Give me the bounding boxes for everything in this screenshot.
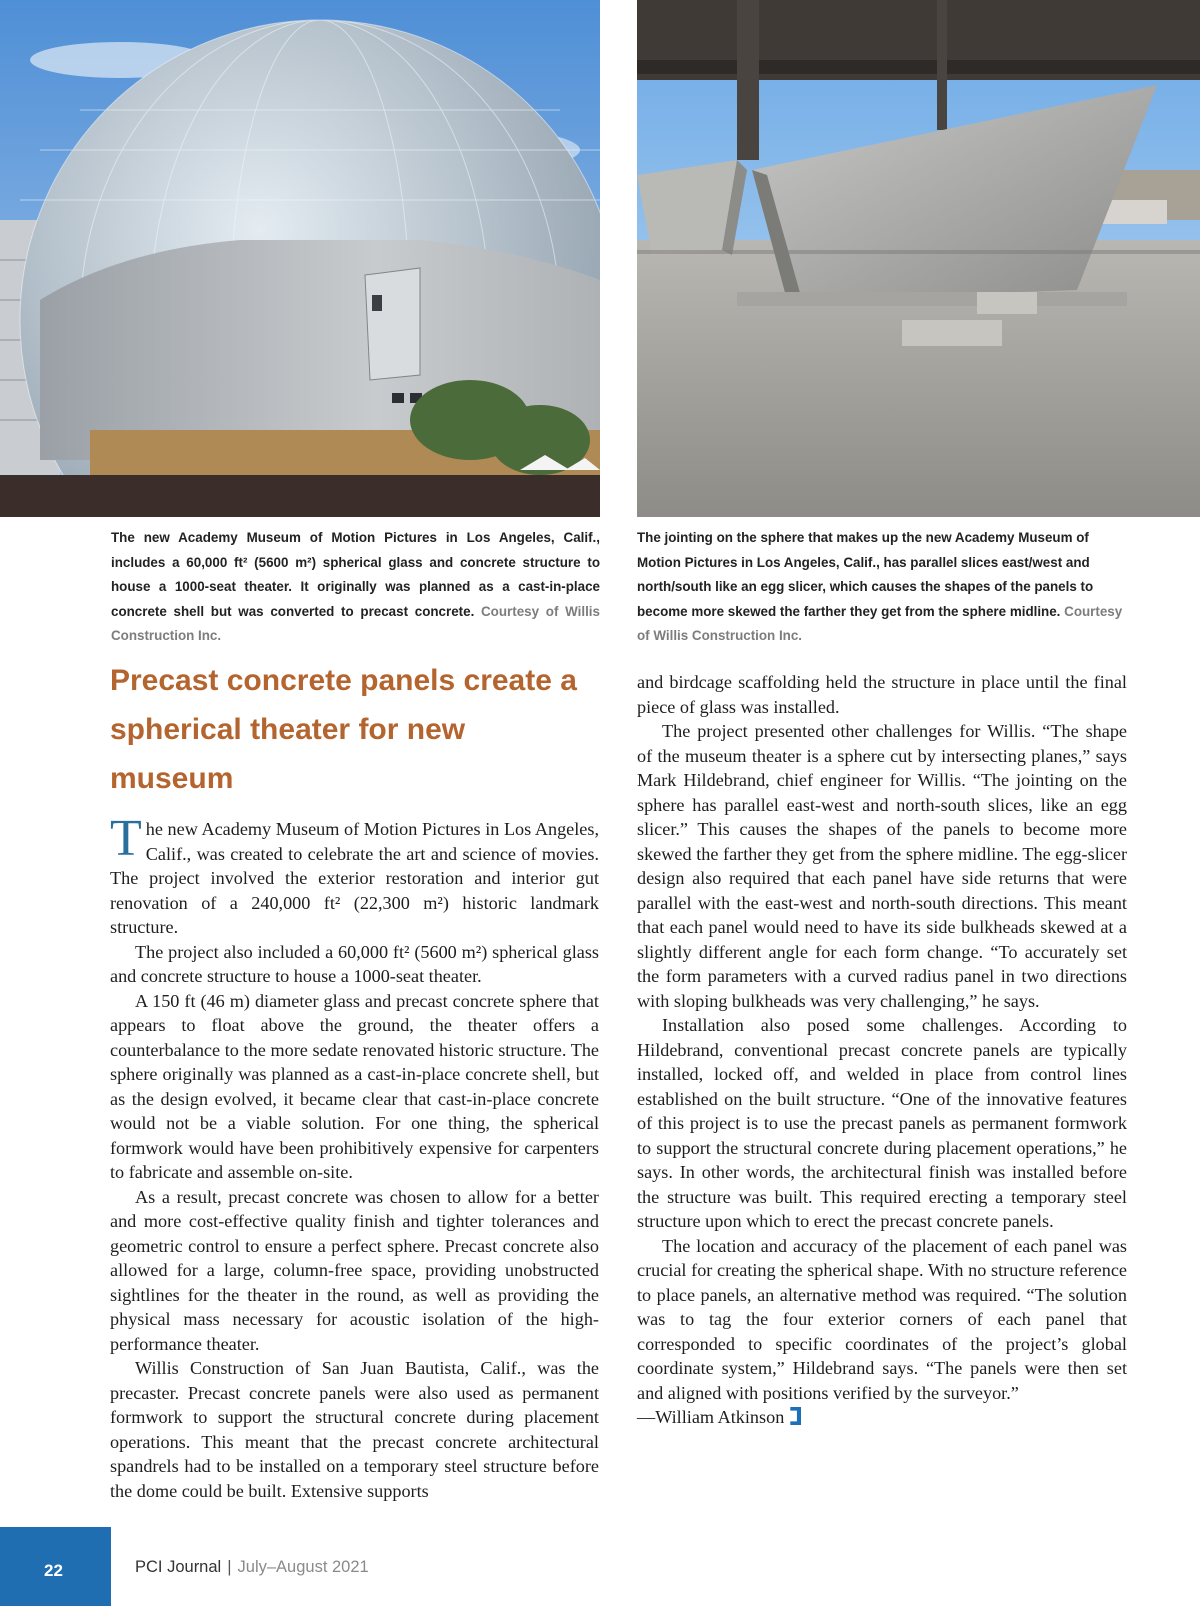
end-of-article-icon (790, 1407, 801, 1425)
byline-text: —William Atkinson (637, 1407, 785, 1427)
caption-right (637, 526, 1127, 649)
first-paragraph-text: he new Academy Museum of Motion Pictures in Los Angeles, Calif., was created to celebrate the art and science of movies. The project involved the exterior restoration and interior gut renovation of a 240,000 ft² (22,300 m²) historic landmark structure. (110, 819, 599, 937)
article-paragraph: and birdcage scaffolding held the structure in place until the final piece of glass was installed. (637, 672, 1127, 717)
issue-date: July–August 2021 (237, 1558, 369, 1576)
byline (637, 1405, 1127, 1430)
article-paragraph: Willis Construction of San Juan Bautista, Calif., was the precaster. Precast concrete panels were also used as permanent formwork to support the structural concrete during placement operations. This meant that the precast concrete architectural spandrels had to be installed on a temporary steel structure before the dome could be built. Extensive supports (110, 1358, 599, 1501)
article-paragraph: As a result, precast concrete was chosen to allow for a better and more cost-effective quality finish and tighter tolerances and geometric control to ensure a perfect sphere. Precast concrete also allowed for a large, column-free space, providing unobstructed sightlines for the theater in the round, as well as providing the physical mass necessary for acoustic isolation of the high-performance theater. (110, 1186, 599, 1354)
article-paragraph (110, 810, 599, 940)
caption-right-credit: Courtesy of Willis Construction Inc. (637, 603, 1123, 643)
footer (135, 1558, 369, 1577)
article-paragraph: The project also included a 60,000 ft² (5600 m²) spherical glass and concrete structure to house a 1000-seat theater. (110, 941, 599, 986)
photo-sphere-exterior (0, 0, 600, 517)
article-paragraph: The location and accuracy of the placement of each panel was crucial for creating the spherical shape. With no structure reference to place panels, an alternative method was required. “The solution was to tag the four exterior corners of each panel that corresponded to specific coordinates of the project’s global coordinate system,” Hildebrand says. “The panels were then set and aligned with positions verified by the surveyor.” (637, 1235, 1127, 1403)
photo-precast-panels (637, 0, 1200, 517)
article-paragraph: The project presented other challenges for Willis. “The shape of the museum theater is a sphere cut by intersecting planes,” says Mark Hildebrand, chief engineer for Willis. “The jointing on the sphere has parallel east-west and north-south slices, like an egg slicer.” This causes the shapes of the panels to become more skewed the farther they get from the sphere midline. The egg-slicer design also required that each panel have side returns that were parallel with the east-west and north-south directions. This meant that each panel would need to have its side bulkheads skewed at a slightly different angle for each form change. “To accurately set the form parameters with a curved radius panel in two directions with sloping bulkheads was very challenging,” he says. (637, 721, 1127, 1011)
caption-left-text: The new Academy Museum of Motion Pictures in Los Angeles, Calif., includes a 60,000 ft² (5600 m²) spherical glass and concrete structure to house a 1000-seat theater. It originally was planned as a cast-in-place concrete shell but was converted to precast concrete. (111, 530, 600, 619)
page-number: 22 (44, 1561, 63, 1580)
article-column-left (110, 810, 599, 1503)
caption-left-credit: Courtesy of Willis Construction Inc. (111, 603, 600, 643)
journal-name: PCI Journal (135, 1558, 222, 1576)
footer-separator: | (227, 1558, 232, 1576)
caption-right-text: The jointing on the sphere that makes up the new Academy Museum of Motion Pictures in Los Angeles, Calif., has parallel slices east/west and north/south like an egg slicer, which causes the shapes of the panels to become more skewed the farther they get from the sphere midline. (637, 530, 1094, 619)
drop-cap: T (110, 810, 142, 867)
page-number-box (0, 1527, 111, 1606)
caption-left (111, 526, 600, 649)
article-paragraph: Installation also posed some challenges. According to Hildebrand, conventional precast concrete panels are typically installed, locked off, and welded in place from control lines established on the built structure. “One of the innovative features of this project is to use the precast panels as permanent formwork to support the structural concrete during placement operations,” he says. In other words, the architectural finish was installed before the structure was built. This required erecting a temporary steel structure upon which to erect the precast concrete panels. (637, 1015, 1127, 1231)
article-paragraph: A 150 ft (46 m) diameter glass and precast concrete sphere that appears to float above the ground, the theater offers a counterbalance to the more sedate renovated historic structure. The sphere originally was planned as a cast-in-place concrete shell, but as the design evolved, it became clear that cast-in-place concrete would not be a viable solution. For one thing, the spherical formwork would have been prohibitively expensive for carpenters to fabricate and assemble on-site. (110, 990, 599, 1182)
article-headline: Precast concrete panels create a spherical theater for new museum (110, 664, 577, 795)
article-column-right (637, 670, 1127, 1430)
